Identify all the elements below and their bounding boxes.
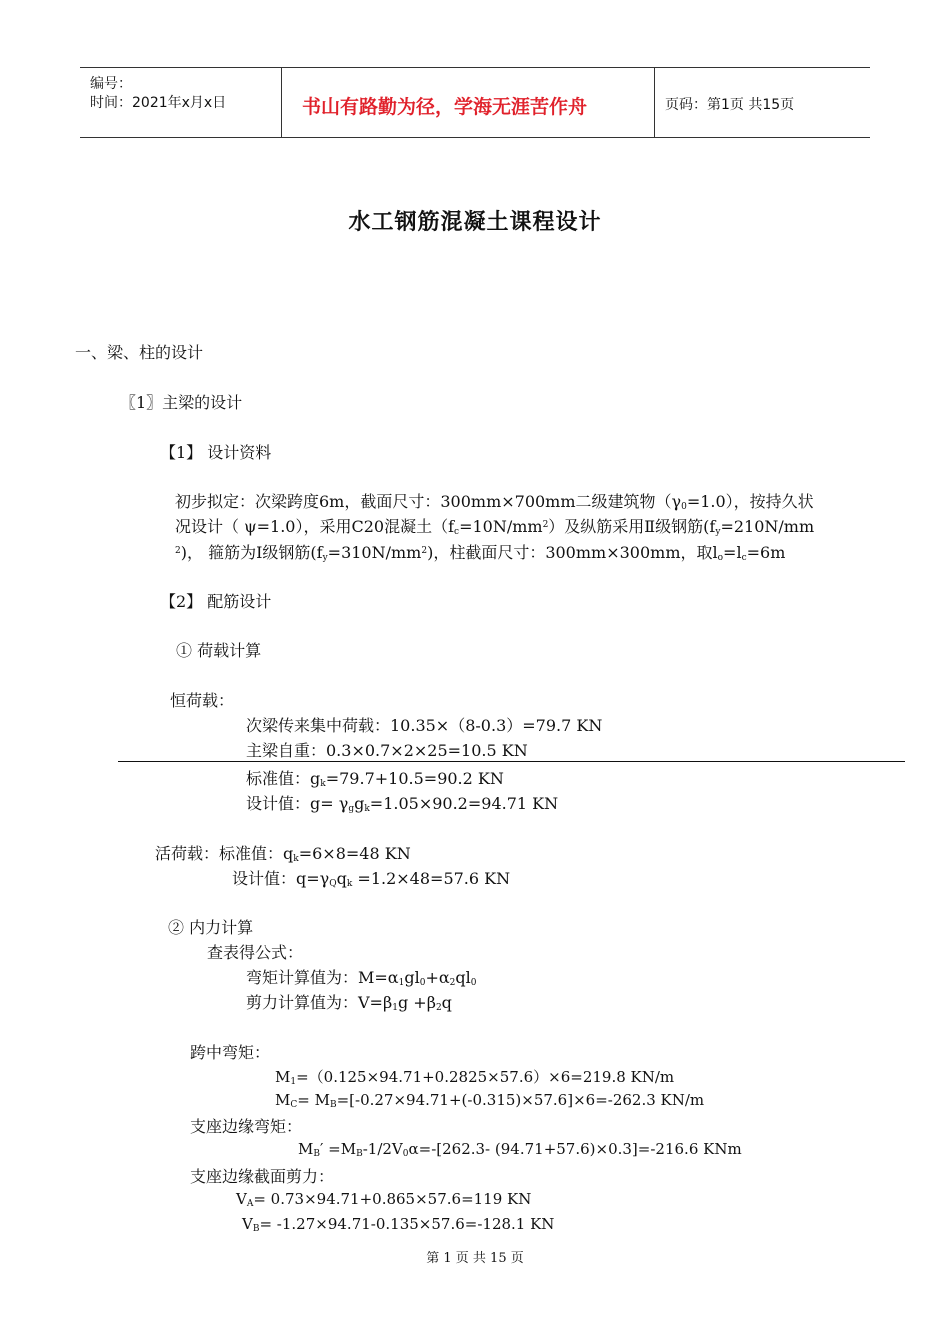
dead-load-line: 次梁传来集中荷载：10.35×（8-0.3）=79.7 KN	[246, 716, 603, 735]
calc-heading: ① 荷载计算	[176, 641, 262, 660]
dead-load-label: 恒荷载：	[170, 691, 235, 710]
section-heading: 一、梁、柱的设计	[75, 343, 204, 362]
time-label: 时间：2021年x月x日	[90, 95, 227, 111]
shear-formula: 剪力计算值为：$V=\beta_1g +\beta_2q$	[246, 993, 452, 1013]
formula-lookup: 查表得公式：	[207, 943, 304, 962]
paragraph-line: $^2$)， 箍筋为Ⅰ级钢筋$(f_y=310N/mm^2)$，柱截面尺寸：300mm×300mm，取$l_o=l_c=6m$	[175, 543, 786, 563]
vb-equation: $V_B= -1.27\times 94.71-0.135\times 57.6=-128.1$ KN	[242, 1215, 555, 1234]
header-page-info: 页码：第1页 共15页	[665, 97, 795, 113]
sum-line	[118, 761, 905, 762]
live-load-standard: 活荷载：标准值：$q_k=6\times 8=48$ KN	[155, 844, 411, 864]
page-footer: 第 1 页 共 15 页	[426, 1251, 524, 1266]
m1-equation: $M_1=(0.125\times 94.71+0.2825\times 57.6)\times 6=219.8$ KN/m	[275, 1068, 675, 1087]
mc-equation: $M_C= M_B=[-0.27\times 94.71+(-0.315)\times 57.6]\times 6=-262.3$ KN/m	[275, 1091, 705, 1110]
support-moment-equation: $M_B' =M_B-1/2V_0\alpha=-[262.3-$ (94.71+57.6)×0.3]=-216.6 KNm	[298, 1140, 742, 1159]
support-shear-label: 支座边缘截面剪力：	[190, 1167, 335, 1186]
live-load-design: 设计值：$q=\gamma_Qq_k =1.2\times 48=57.6$ KN	[232, 869, 511, 889]
moment-formula: 弯矩计算值为：$M=\alpha_1gl_0+\alpha_2ql_0$	[246, 968, 477, 988]
calc-heading: ② 内力计算	[168, 918, 254, 937]
support-moment-label: 支座边缘弯矩：	[190, 1117, 303, 1136]
item-heading: 【2】 配筋设计	[160, 592, 272, 611]
header-motto: 书山有路勤为径，学海无涯苦作舟	[302, 96, 588, 118]
page-header	[80, 67, 870, 138]
paragraph-line: 况设计（ ψ=1.0），采用C20混凝土$(f_c=10N/mm^2)$及纵筋采用Ⅱ级钢筋($f_y=210N/mm$	[175, 517, 815, 537]
dead-load-line: 主梁自重：0.3×0.7×2×25=10.5 KN	[246, 741, 528, 760]
paragraph-line: 初步拟定：次梁跨度6m，截面尺寸：300mm×700mm二级建筑物$(\gamma_0=1.0)$，按持久状	[175, 492, 814, 512]
dead-load-design: 设计值：$g= \gamma_gg_k=1.05\times 90.2=94.71$ KN	[246, 794, 559, 814]
document-title: 水工钢筋混凝土课程设计	[348, 209, 602, 235]
item-heading: 【1】 设计资料	[160, 443, 272, 462]
dead-load-standard: 标准值：$g_k=79.7+10.5=90.2$ KN	[246, 769, 504, 789]
subsection-heading: 〖1〗主梁的设计	[120, 393, 243, 412]
midspan-label: 跨中弯矩：	[190, 1043, 271, 1062]
number-label: 编号：	[90, 76, 132, 92]
header-divider	[281, 68, 282, 137]
header-divider	[654, 68, 655, 137]
va-equation: $V_A= 0.73\times 94.71+0.865\times 57.6=119$ KN	[236, 1190, 532, 1209]
